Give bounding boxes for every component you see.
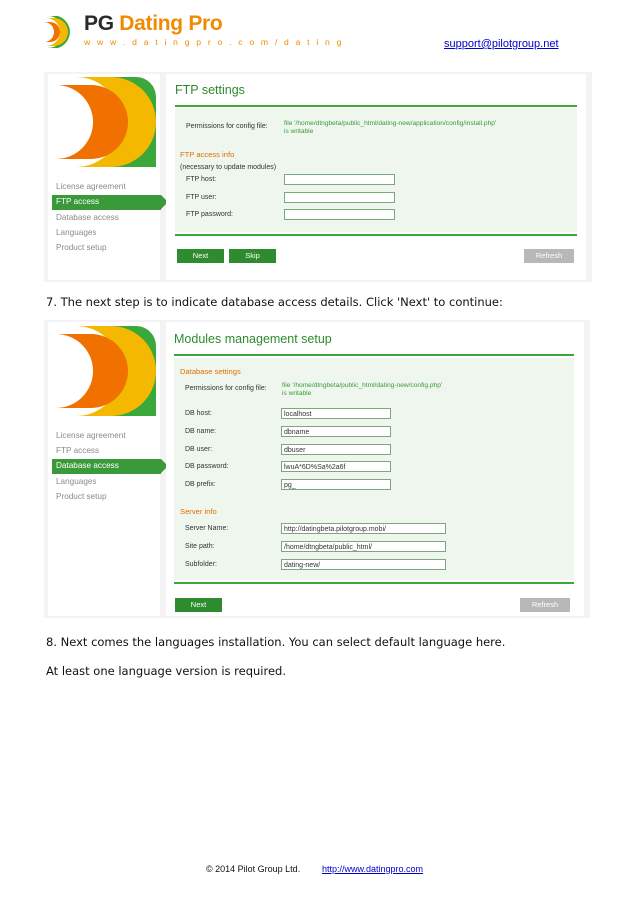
installer-sidebar [48,322,160,616]
language-note-text: At least one language version is required. [46,664,287,678]
db-host-input[interactable]: localhost [281,408,391,419]
ftp-host-input[interactable] [284,174,395,185]
page-title: FTP settings [175,83,245,97]
site-path-input[interactable]: /home/dtngbeta/public_html/ [281,541,446,552]
next-button[interactable]: Next [175,598,222,612]
next-button[interactable]: Next [177,249,224,263]
step-7-text: 7. The next step is to indicate database access details. Click 'Next' to continue: [46,295,503,309]
perm-value-line1: file '/home/dtngbeta/public_html/dating-new/config.php' [282,382,443,389]
sidebar-item-languages[interactable]: Languages [56,477,97,486]
refresh-button[interactable]: Refresh [520,598,570,612]
sidebar-item-languages[interactable]: Languages [56,228,97,237]
skip-button[interactable]: Skip [229,249,276,263]
subfolder-label: Subfolder: [185,561,217,568]
form-bottom-divider [174,582,574,584]
installer-logo [56,77,156,167]
db-name-label: DB name: [185,428,217,435]
sidebar-item-database[interactable]: Database access [56,213,119,222]
sidebar-item-license[interactable]: License agreement [56,182,126,191]
perm-label: Permissions for config file: [186,123,268,130]
site-path-label: Site path: [185,543,215,550]
db-user-label: DB user: [185,446,213,453]
page-title: Modules management setup [174,332,332,346]
server-name-label: Server Name: [185,525,229,532]
brand-title [84,12,222,36]
title-divider [174,354,574,356]
title-divider [175,105,577,107]
sidebar-item-ftp-access[interactable]: FTP access [56,446,100,455]
ftp-password-input[interactable] [284,209,395,220]
step-8-text: 8. Next comes the languages installation. You can select default language here. [46,635,506,649]
section-server-info: Server info [180,507,217,516]
db-prefix-input[interactable]: pg_ [281,479,391,490]
brand-logo [44,14,80,50]
sidebar-item-product-setup[interactable]: Product setup [56,492,107,501]
sidebar-item-product-setup[interactable]: Product setup [56,243,107,252]
perm-value-line2: is writable [282,390,312,397]
sidebar-item-label: Database access [56,461,119,470]
section-database-settings: Database settings [180,367,241,376]
sidebar-item-label: FTP access [56,197,100,206]
brand-subtitle: w w w . d a t i n g p r o . c o m / d a t i n g [84,37,344,47]
footer-copyright: © 2014 Pilot Group Ltd. [206,864,301,874]
ftp-password-label: FTP password: [186,211,233,218]
db-prefix-label: DB prefix: [185,481,216,488]
perm-value-line1: file '/home/dtngbeta/public_html/dating-new/application/config/install.php' [284,120,497,127]
modules-setup-screenshot [44,320,590,618]
refresh-button[interactable]: Refresh [524,249,574,263]
server-name-input[interactable]: http://datingbeta.pilotgroup.mobi/ [281,523,446,534]
ftp-user-input[interactable] [284,192,395,203]
ftp-user-label: FTP user: [186,194,217,201]
section-note: (necessary to update modules) [180,164,277,171]
section-ftp-access-info: FTP access info [180,150,235,159]
brand-title-part-a: PG [84,12,120,35]
brand-title-part-b: Dating Pro [119,12,223,35]
support-email-link[interactable]: support@pilotgroup.net [444,38,559,50]
db-password-input[interactable]: lwuA*6D%Sa%2a6f [281,461,391,472]
db-name-input[interactable]: dbname [281,426,391,437]
ftp-settings-screenshot [44,72,592,282]
db-host-label: DB host: [185,410,212,417]
ftp-host-label: FTP host: [186,176,217,183]
footer-url-link[interactable] [322,864,423,874]
perm-value-line2: is writable [284,128,314,135]
installer-logo [56,326,156,416]
sidebar-item-license[interactable]: License agreement [56,431,126,440]
db-user-input[interactable]: dbuser [281,444,391,455]
installer-sidebar [48,74,160,280]
sidebar-item-ftp-access[interactable] [52,195,161,210]
footer-url[interactable]: http://www.datingpro.com [322,864,424,874]
form-bottom-divider [175,234,577,236]
sidebar-item-database[interactable] [52,459,161,474]
perm-label: Permissions for config file: [185,385,267,392]
subfolder-input[interactable]: dating-new/ [281,559,446,570]
db-password-label: DB password: [185,463,229,470]
